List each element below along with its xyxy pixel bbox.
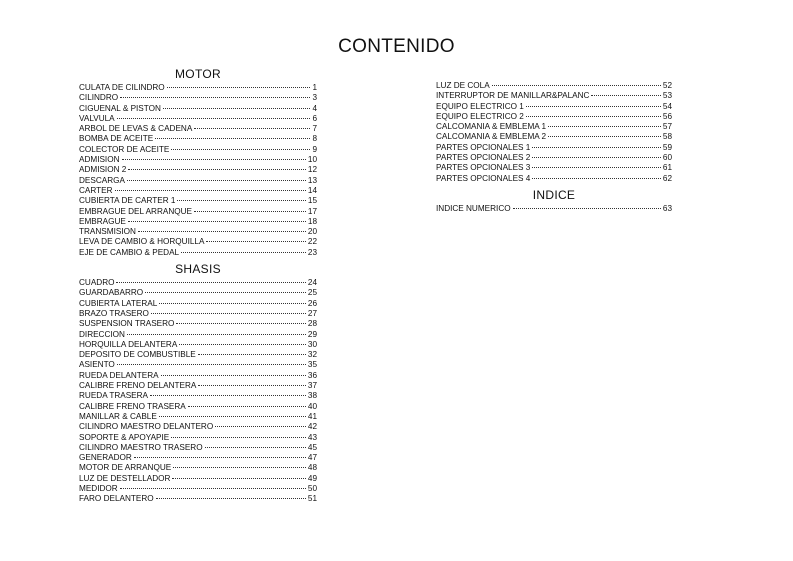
toc-entry-page-number: 24 <box>307 278 317 288</box>
toc-entry-page-number: 48 <box>307 463 317 473</box>
toc-entry <box>79 412 317 422</box>
dot-leader <box>198 354 306 355</box>
toc-entry-page-number: 27 <box>307 308 317 318</box>
toc-entry-label: CILINDRO <box>79 93 119 103</box>
toc-entry-label: EQUIPO ELECTRICO 2 <box>436 111 524 121</box>
toc-list-motor <box>79 83 317 258</box>
toc-entry-page-number: 30 <box>307 339 317 349</box>
toc-entry-page-number: 29 <box>307 329 317 339</box>
toc-entry-label: RUEDA TRASERA <box>79 391 149 401</box>
toc-entry <box>79 299 317 309</box>
toc-entry-page-number: 58 <box>662 132 672 142</box>
dot-leader <box>179 344 306 345</box>
dot-leader <box>513 208 661 209</box>
dot-leader <box>122 159 306 160</box>
toc-entry-label: HORQUILLA DELANTERA <box>79 339 178 349</box>
toc-entry <box>436 163 672 173</box>
dot-leader <box>134 457 306 458</box>
toc-entry-label: CALIBRE FRENO TRASERA <box>79 401 186 411</box>
toc-entry-page-number: 32 <box>307 350 317 360</box>
toc-entry-label: CALCOMANIA & EMBLEMA 2 <box>436 132 547 142</box>
toc-entry-label: PARTES OPCIONALES 3 <box>436 163 531 173</box>
toc-entry-label: CILINDRO MAESTRO TRASERO <box>79 442 203 452</box>
toc-entry <box>436 112 672 122</box>
toc-entry-page-number: 61 <box>662 163 672 173</box>
toc-entry-page-number: 53 <box>662 91 672 101</box>
toc-entry-page-number: 42 <box>307 422 317 432</box>
toc-entry <box>79 360 317 370</box>
toc-entry-label: DEPOSITO DE COMBUSTIBLE <box>79 350 196 360</box>
toc-entry <box>79 484 317 494</box>
toc-entry-page-number: 51 <box>307 494 317 504</box>
toc-entry <box>79 340 317 350</box>
toc-entry-page-number: 35 <box>307 360 317 370</box>
toc-entry-page-number: 40 <box>307 401 317 411</box>
dot-leader <box>128 169 306 170</box>
toc-entry <box>79 422 317 432</box>
toc-entry <box>79 165 317 175</box>
toc-entry <box>79 124 317 134</box>
dot-leader <box>159 416 306 417</box>
dot-leader <box>117 364 306 365</box>
toc-entry <box>79 453 317 463</box>
toc-entry <box>79 93 317 103</box>
toc-entry <box>436 143 672 153</box>
dot-leader <box>155 138 310 139</box>
toc-entry-page-number: 54 <box>662 101 672 111</box>
dot-leader <box>532 178 661 179</box>
toc-entry-label: CULATA DE CILINDRO <box>79 83 165 92</box>
dot-leader <box>117 118 311 119</box>
dot-leader <box>115 190 306 191</box>
toc-entry-label: LEVA DE CAMBIO & HORQUILLA <box>79 237 205 247</box>
toc-entry <box>436 132 672 142</box>
toc-entry-label: ADMISION <box>79 155 120 165</box>
page-title: CONTENIDO <box>338 36 455 57</box>
toc-entry-page-number: 12 <box>307 165 317 175</box>
dot-leader <box>532 147 661 148</box>
toc-entry-label: DESCARGA <box>79 175 125 185</box>
toc-entry-label: ADMISION 2 <box>79 165 127 175</box>
toc-entry <box>79 288 317 298</box>
dot-leader <box>116 282 305 283</box>
toc-entry <box>79 155 317 165</box>
toc-entry-page-number: 50 <box>307 483 317 493</box>
toc-entry-label: GUARDABARRO <box>79 288 144 298</box>
toc-entry <box>79 433 317 443</box>
dot-leader <box>171 149 310 150</box>
toc-entry-label: LUZ DE DESTELLADOR <box>79 473 171 483</box>
toc-entry <box>79 309 317 319</box>
toc-entry <box>79 381 317 391</box>
toc-entry-page-number: 57 <box>662 122 672 132</box>
toc-entry <box>79 494 317 504</box>
toc-entry-page-number: 63 <box>662 203 672 213</box>
dot-leader <box>194 128 310 129</box>
dot-leader <box>127 334 306 335</box>
toc-entry <box>436 174 672 184</box>
toc-entry <box>79 319 317 329</box>
toc-entry <box>79 134 317 144</box>
toc-entry <box>79 350 317 360</box>
toc-entry-label: MANILLAR & CABLE <box>79 411 157 421</box>
toc-entry-label: LUZ DE COLA <box>436 81 490 90</box>
dot-leader <box>128 221 306 222</box>
dot-leader <box>176 323 305 324</box>
dot-leader <box>120 488 306 489</box>
toc-entry-page-number: 38 <box>307 391 317 401</box>
toc-entry <box>79 176 317 186</box>
toc-entry-page-number: 6 <box>312 113 317 123</box>
left-column <box>79 66 317 505</box>
toc-entry-label: FARO DELANTERO <box>79 494 154 504</box>
section-heading-indice: INDICE <box>532 187 576 202</box>
toc-entry <box>79 371 317 381</box>
toc-entry <box>79 227 317 237</box>
dot-leader <box>156 498 306 499</box>
toc-entry <box>79 114 317 124</box>
toc-entry-page-number: 1 <box>312 83 317 92</box>
toc-entry <box>79 145 317 155</box>
toc-entry-label: MEDIDOR <box>79 483 118 493</box>
toc-entry-page-number: 62 <box>662 173 672 183</box>
right-column <box>436 81 672 214</box>
toc-entry <box>436 102 672 112</box>
toc-entry <box>79 237 317 247</box>
toc-entry-page-number: 52 <box>662 81 672 90</box>
toc-entry <box>79 443 317 453</box>
toc-entry <box>79 463 317 473</box>
toc-entry-page-number: 41 <box>307 411 317 421</box>
toc-entry <box>436 153 672 163</box>
dot-leader <box>145 292 306 293</box>
toc-list-shasis <box>79 278 317 505</box>
toc-entry-page-number: 37 <box>307 381 317 391</box>
toc-entry-page-number: 4 <box>312 103 317 113</box>
toc-entry-page-number: 8 <box>312 134 317 144</box>
toc-entry-label: COLECTOR DE ACEITE <box>79 144 170 154</box>
toc-entry-label: ARBOL DE LEVAS & CADENA <box>79 124 193 134</box>
toc-entry <box>436 81 672 91</box>
section-heading-motor: MOTOR <box>175 67 221 81</box>
toc-entry-page-number: 59 <box>662 142 672 152</box>
dot-leader <box>151 313 306 314</box>
toc-entry-page-number: 13 <box>307 175 317 185</box>
toc-entry-label: INTERRUPTOR DE MANILLAR&PALANC <box>436 91 590 101</box>
dot-leader <box>526 116 661 117</box>
dot-leader <box>172 478 305 479</box>
dot-leader <box>205 447 306 448</box>
dot-leader <box>198 385 306 386</box>
toc-entry-page-number: 10 <box>307 155 317 165</box>
toc-entry-page-number: 23 <box>307 247 317 257</box>
toc-entry-page-number: 3 <box>312 93 317 103</box>
toc-entry-label: SUSPENSION TRASERO <box>79 319 175 329</box>
toc-entry <box>79 330 317 340</box>
toc-entry-label: EMBRAGUE DEL ARRANQUE <box>79 206 192 216</box>
dot-leader <box>163 108 311 109</box>
toc-entry <box>436 91 672 101</box>
toc-entry-page-number: 49 <box>307 473 317 483</box>
toc-entry-page-number: 7 <box>312 124 317 134</box>
toc-entry-page-number: 18 <box>307 216 317 226</box>
toc-entry-label: CUBIERTA DE CARTER 1 <box>79 196 176 206</box>
toc-entry-label: GENERADOR <box>79 453 132 463</box>
dot-leader <box>591 95 660 96</box>
toc-entry-page-number: 60 <box>662 153 672 163</box>
toc-entry-label: BOMBA DE ACEITE <box>79 134 154 144</box>
toc-entry-label: SOPORTE & APOYAPIE <box>79 432 170 442</box>
toc-entry-label: MOTOR DE ARRANQUE <box>79 463 172 473</box>
toc-entry <box>79 83 317 93</box>
toc-entry-page-number: 25 <box>307 288 317 298</box>
dot-leader <box>177 200 305 201</box>
toc-entry-label: CALCOMANIA & EMBLEMA 1 <box>436 122 547 132</box>
dot-leader <box>492 85 661 86</box>
toc-entry-page-number: 56 <box>662 111 672 121</box>
toc-entry <box>79 391 317 401</box>
toc-list-continued <box>436 81 672 184</box>
toc-entry-label: CUADRO <box>79 278 115 288</box>
toc-entry-page-number: 45 <box>307 442 317 452</box>
toc-entry <box>79 196 317 206</box>
dot-leader <box>215 426 306 427</box>
toc-entry <box>79 474 317 484</box>
toc-entry-label: CALIBRE FRENO DELANTERA <box>79 381 197 391</box>
toc-entry <box>436 204 672 214</box>
toc-entry-page-number: 36 <box>307 370 317 380</box>
dot-leader <box>181 252 306 253</box>
toc-entry-label: TRANSMISION <box>79 227 136 237</box>
toc-entry-label: EJE DE CAMBIO & PEDAL <box>79 247 180 257</box>
toc-entry-page-number: 15 <box>307 196 317 206</box>
dot-leader <box>171 437 306 438</box>
dot-leader <box>206 241 305 242</box>
toc-entry-label: PARTES OPCIONALES 2 <box>436 153 531 163</box>
dot-leader <box>120 97 310 98</box>
toc-entry-page-number: 26 <box>307 298 317 308</box>
toc-entry-label: INDICE NUMERICO <box>436 203 511 213</box>
toc-entry-label: CARTER <box>79 185 113 195</box>
toc-entry-label: BRAZO TRASERO <box>79 308 149 318</box>
dot-leader <box>526 106 661 107</box>
dot-leader <box>138 231 306 232</box>
dot-leader <box>532 157 661 158</box>
toc-entry-label: CILINDRO MAESTRO DELANTERO <box>79 422 214 432</box>
toc-entry-label: CUBIERTA LATERAL <box>79 298 158 308</box>
toc-entry <box>436 122 672 132</box>
toc-entry-page-number: 47 <box>307 453 317 463</box>
toc-entry <box>79 248 317 258</box>
toc-entry-page-number: 17 <box>307 206 317 216</box>
dot-leader <box>188 406 306 407</box>
dot-leader <box>194 211 306 212</box>
toc-entry-page-number: 20 <box>307 227 317 237</box>
dot-leader <box>548 136 661 137</box>
toc-entry-page-number: 28 <box>307 319 317 329</box>
dot-leader <box>532 167 661 168</box>
toc-entry-label: EMBRAGUE <box>79 216 126 226</box>
toc-entry-page-number: 14 <box>307 185 317 195</box>
dot-leader <box>173 467 306 468</box>
toc-entry <box>79 104 317 114</box>
toc-entry-label: CIGUENAL & PISTON <box>79 103 161 113</box>
toc-entry-label: PARTES OPCIONALES 1 <box>436 142 531 152</box>
toc-entry <box>79 217 317 227</box>
toc-entry-label: RUEDA DELANTERA <box>79 370 159 380</box>
toc-entry-label: VALVULA <box>79 113 115 123</box>
dot-leader <box>150 395 306 396</box>
dot-leader <box>159 303 306 304</box>
toc-entry-page-number: 43 <box>307 432 317 442</box>
dot-leader <box>167 87 311 88</box>
section-heading-shasis: SHASIS <box>175 262 221 277</box>
dot-leader <box>161 375 306 376</box>
toc-list-indice <box>436 204 672 214</box>
toc-entry-label: PARTES OPCIONALES 4 <box>436 173 531 183</box>
toc-entry <box>79 278 317 288</box>
toc-entry <box>79 402 317 412</box>
dot-leader <box>548 126 661 127</box>
toc-entry-label: EQUIPO ELECTRICO 1 <box>436 101 524 111</box>
toc-entry-label: ASIENTO <box>79 360 115 370</box>
dot-leader <box>127 180 306 181</box>
toc-entry-page-number: 9 <box>312 144 317 154</box>
toc-entry <box>79 186 317 196</box>
toc-entry <box>79 207 317 217</box>
toc-entry-page-number: 22 <box>307 237 317 247</box>
toc-entry-label: DIRECCION <box>79 329 125 339</box>
